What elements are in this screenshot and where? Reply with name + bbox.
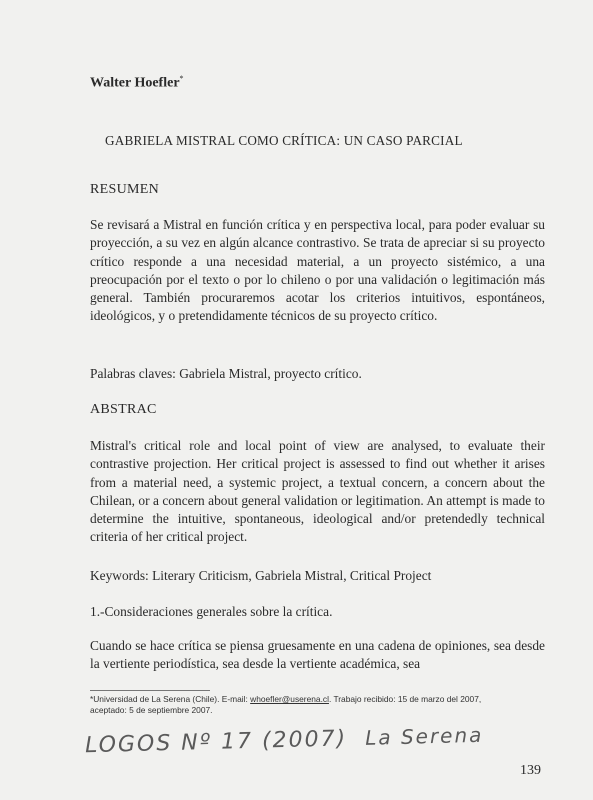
resumen-text: Se revisará a Mistral en función crítica y en perspectiva local, para poder evaluar su proyección, a su vez en algún alcance contrastivo. Se trata de apreciar si su proyecto crítico responde a una necesidad material, a un proyecto sistémico, a una preocupación por el texto o por lo chileno o por una validación o legitimación más general. También procuraremos acotar los criterios intuitivos, espontáneos, ideológicos, y o pretendidamente técnicos de su proyecto crítico. [90,217,545,324]
resumen-keywords: Palabras claves: Gabriela Mistral, proyecto crítico. [90,366,362,381]
article-title: GABRIELA MISTRAL COMO CRÍTICA: UN CASO PARCIAL [105,133,463,148]
handwritten-annotation [85,723,484,758]
author-name: Walter Hoefler [90,75,180,91]
handwritten-note: LOGOS Nº 17 (2007) [84,726,348,759]
footnote [90,694,520,716]
handwritten-signature: La Serena [364,722,484,750]
section-heading: 1.-Consideraciones generales sobre la crítica. [90,604,333,619]
abstract-text: Mistral's critical role and local point of view are analysed, to evaluate their contrastive projection. Her critical project is assessed to find out whether it arises from a material need, a systemic project, a textual concern, a concern about the Chilean, or a concern about general validation or legitimation. An attempt is made to determine the intuitive, spontaneous, ideological and/or pretendedly technical criteria of her critical project. [90,438,545,545]
section-body-text: Cuando se hace crítica se piensa gruesamente en una cadena de opiniones, sea desde la vertiente periodística, sea desde la vertiente académica, sea [90,638,545,672]
resumen-heading: RESUMEN [90,182,159,197]
page-number: 139 [520,763,541,778]
abstract-keywords: Keywords: Literary Criticism, Gabriela Mistral, Critical Project [90,568,432,583]
footnote-prefix: *Universidad de La Serena (Chile). E-mail: [90,694,248,704]
footnote-suffix: . Trabajo recibido: 15 de marzo del 2007, aceptado: 5 de septiembre 2007. [90,694,482,715]
author-line [90,74,184,92]
footnote-rule [90,690,210,691]
author-footnote-marker: * [179,74,184,83]
footnote-email-link[interactable]: whoefler@userena.cl [250,694,329,704]
abstract-heading: ABSTRAC [90,402,157,417]
